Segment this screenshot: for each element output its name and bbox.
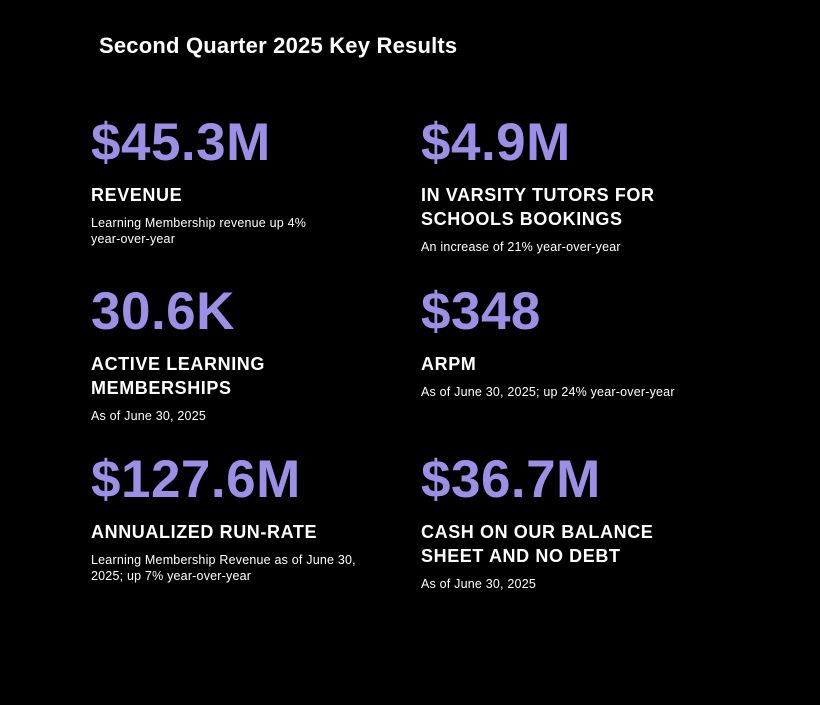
metric-schools-bookings [421,115,721,255]
metric-cash-balance [421,452,721,592]
metric-value: $348 [421,282,541,341]
metric-label: ACTIVE LEARNING MEMBERSHIPS [91,354,266,398]
page-title: Second Quarter 2025 Key Results [99,33,458,58]
metric-label: ANNUALIZED RUN-RATE [91,522,318,542]
metric-value: $45.3M [91,113,271,172]
metric-description: Learning Membership Revenue as of June 30, 2025; up 7% year-over-year [91,553,356,583]
metric-label: REVENUE [91,185,183,205]
metric-revenue [91,115,391,247]
metric-value: $127.6M [91,450,301,509]
metric-description: An increase of 21% year-over-year [421,240,621,254]
metric-value: $36.7M [421,450,601,509]
metric-description: As of June 30, 2025 [421,577,536,591]
metric-description: As of June 30, 2025 [91,409,206,423]
metric-description: Learning Membership revenue up 4% year-over-year [91,216,307,246]
metric-value: 30.6K [91,282,235,341]
metric-label: IN VARSITY TUTORS FOR SCHOOLS BOOKINGS [421,185,655,229]
metric-annualized-run-rate [91,452,391,584]
metric-active-memberships [91,284,391,424]
metric-value: $4.9M [421,113,571,172]
metric-label: ARPM [421,354,477,374]
metric-label: CASH ON OUR BALANCE SHEET AND NO DEBT [421,522,654,566]
metric-arpm [421,284,721,400]
metric-description: As of June 30, 2025; up 24% year-over-year [421,385,675,399]
